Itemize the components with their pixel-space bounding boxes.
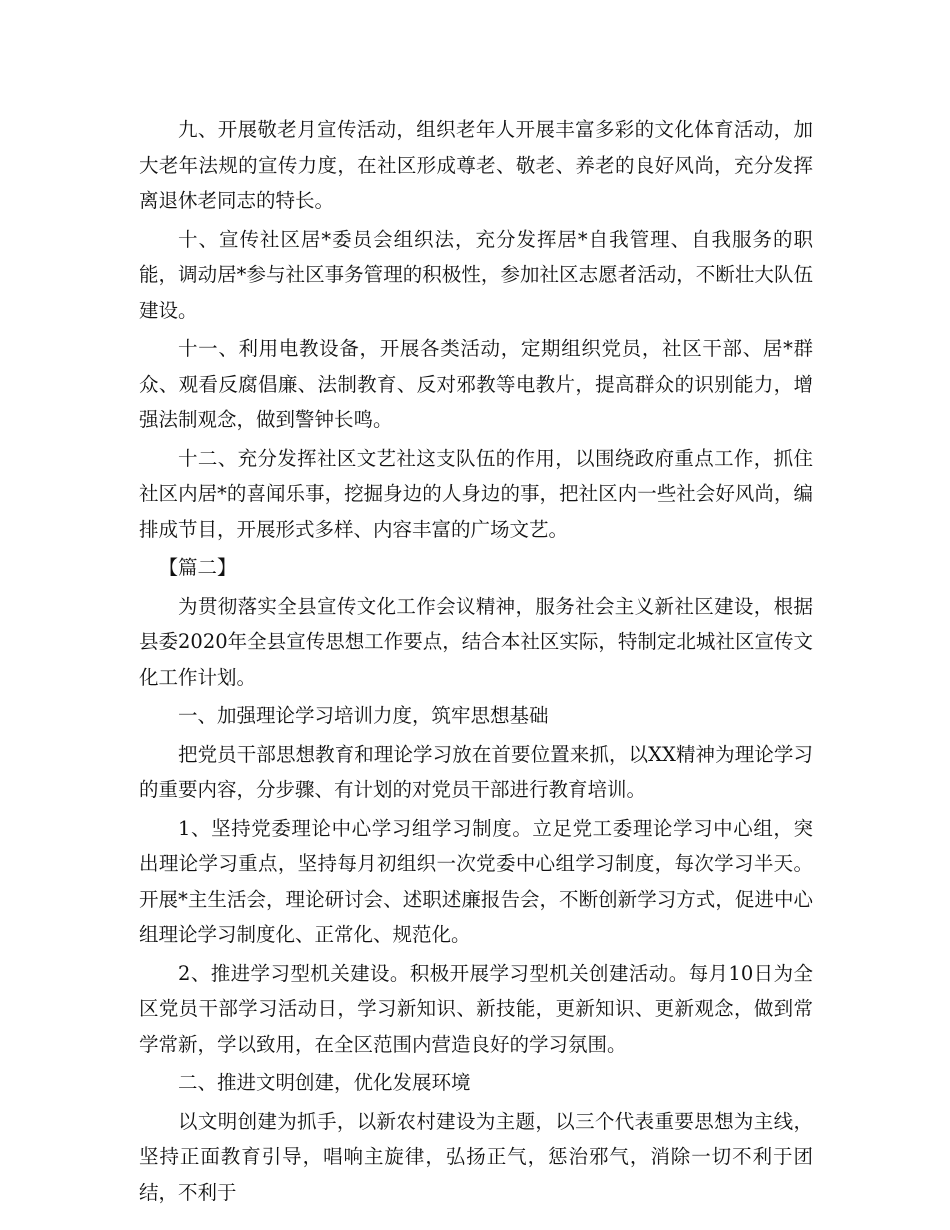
paragraph-item-9: 九、开展敬老月宣传活动，组织老年人开展丰富多彩的文化体育活动，加大老年法规的宣传力度，在社区形成尊老、敬老、养老的良好风尚，充分发挥离退休老同志的特长。 bbox=[139, 118, 813, 213]
paragraph-item-10: 十、宣传社区居*委员会组织法，充分发挥居*自我管理、自我服务的职能，调动居*参与社区事务管理的积极性，参加社区志愿者活动，不断壮大队伍建设。 bbox=[139, 227, 813, 322]
intro-paragraph: 为贯彻落实全县宣传文化工作会议精神，服务社会主义新社区建设，根据县委2020年全县宣传思想工作要点，结合本社区实际，特制定北城社区宣传文化工作计划。 bbox=[139, 594, 813, 689]
section-heading: 【篇二】 bbox=[158, 556, 237, 580]
section-heading-2: 二、推进文明创建，优化发展环境 bbox=[178, 1071, 471, 1095]
paragraph-item-12: 十二、充分发挥社区文艺社这支队伍的作用，以围绕政府重点工作，抓住社区内居*的喜闻乐事，挖掘身边的人身边的事，把社区内一些社会好风尚，编排成节目，开展形式多样、内容丰富的广场文艺。 bbox=[139, 446, 813, 541]
document-body bbox=[139, 112, 813, 1213]
paragraph-item-11: 十一、利用电教设备，开展各类活动，定期组织党员，社区干部、居*群众、观看反腐倡廉、法制教育、反对邪教等电教片，提高群众的识别能力，增强法制观念，做到警钟长鸣。 bbox=[139, 337, 813, 432]
section-2-paragraph: 以文明创建为抓手，以新农村建设为主题，以三个代表重要思想为主线，坚持正面教育引导，唱响主旋律，弘扬正气，惩治邪气，消除一切不利于团结，不利于 bbox=[139, 1109, 813, 1204]
section-1-paragraph: 把党员干部思想教育和理论学习放在首要位置来抓，以XX精神为理论学习的重要内容，分步骤、有计划的对党员干部进行教育培训。 bbox=[139, 742, 813, 802]
list-item-1: 1、坚持党委理论中心学习组学习制度。立足党工委理论学习中心组，突出理论学习重点，坚持每月初组织一次党委中心组学习制度，每次学习半天。开展*主生活会，理论研讨会、述职述廉报告会，不断创新学习方式，促进中心组理论学习制度化、正常化、规范化。 bbox=[139, 816, 813, 947]
section-heading-1: 一、加强理论学习培训力度，筑牢思想基础 bbox=[178, 704, 549, 728]
list-item-2: 2、推进学习型机关建设。积极开展学习型机关创建活动。每月10日为全区党员干部学习活动日，学习新知识、新技能，更新知识、更新观念，做到常学常新，学以致用，在全区范围内营造良好的学习氛围。 bbox=[139, 961, 813, 1057]
